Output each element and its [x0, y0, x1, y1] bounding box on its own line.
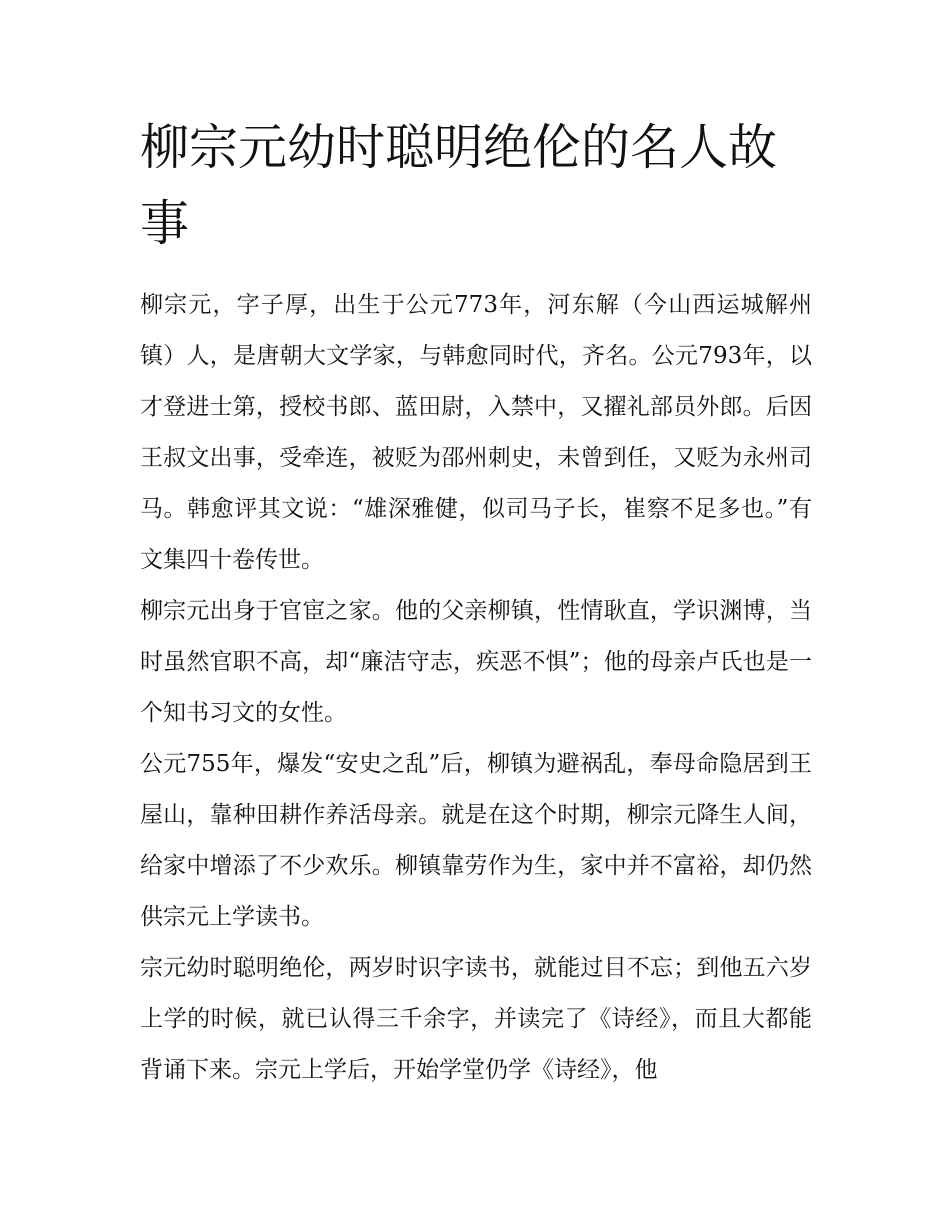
paragraph-intro: 柳宗元，字子厚，出生于公元773年，河东解（今山西运城解州镇）人，是唐朝大文学家，与韩愈同时代，齐名。公元793年，以才登进士第，授校书郎、蓝田尉，入禁中，又擢礼部员外郎。后因王叔文出事，受牵连，被贬为邵州刺史，未曾到任，又贬为永州司马。韩愈评其文说：“雄深雅健，似司马子长，崔察不足多也。”有文集四十卷传世。 — [140, 292, 812, 573]
document-content — [140, 110, 812, 1096]
document-body — [140, 280, 812, 1096]
paragraph-birth: 公元755年，爆发“安史之乱”后，柳镇为避祸乱，奉母命隐居到王屋山，靠种田耕作养活母亲。就是在这个时期，柳宗元降生人间，给家中增添了不少欢乐。柳镇靠劳作为生，家中并不富裕，却仍然供宗元上学读书。 — [140, 751, 812, 930]
document-title: 柳宗元幼时聪明绝伦的名人故事 — [140, 119, 778, 252]
paragraph-childhood: 宗元幼时聪明绝伦，两岁时识字读书，就能过目不忘；到他五六岁上学的时候，就已认得三千余字，并读完了《诗经》，而且大都能背诵下来。宗元上学后，开始学堂仍学《诗经》，他 — [140, 955, 812, 1083]
paragraph-family: 柳宗元出身于官宦之家。他的父亲柳镇，性情耿直，学识渊博，当时虽然官职不高，却“廉洁守志，疾恶不惧”；他的母亲卢氏也是一个知书习文的女性。 — [140, 598, 812, 726]
